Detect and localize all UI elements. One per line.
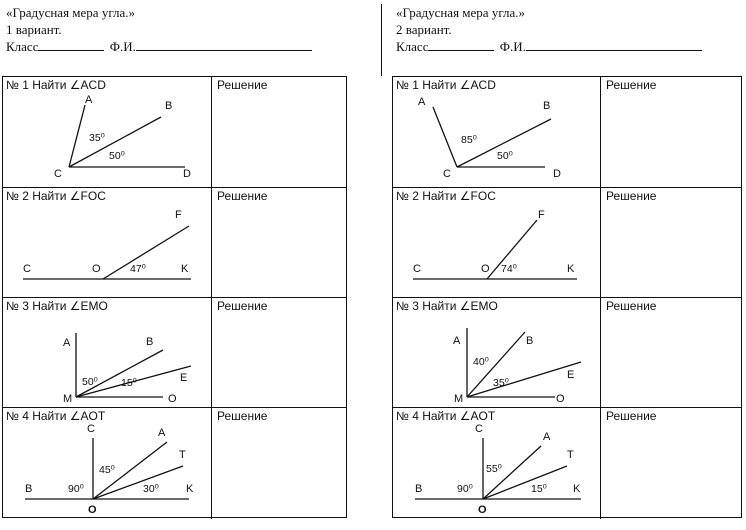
fio-field[interactable]	[526, 38, 702, 51]
class-field[interactable]	[38, 38, 104, 51]
class-fio-line	[6, 38, 312, 55]
task-row-1	[3, 77, 346, 187]
task-cell	[3, 298, 212, 407]
class-fio-line	[396, 38, 702, 55]
angle-label: 40⁰	[473, 356, 489, 368]
solution-label: Решение	[606, 409, 657, 423]
point-label-b: B	[25, 483, 33, 495]
header-left	[6, 4, 312, 55]
task-row-3	[393, 297, 741, 407]
task-cell	[393, 298, 601, 407]
point-label-k: K	[573, 483, 581, 495]
angle-figure	[393, 408, 601, 520]
angle-label: 47⁰	[130, 263, 146, 275]
point-label-a: A	[543, 431, 551, 443]
header-right	[396, 4, 702, 55]
angle-label: 50⁰	[82, 376, 98, 388]
task-cell	[3, 188, 212, 297]
task-title: № 3 Найти ∠EMO	[6, 299, 108, 313]
point-label-d: D	[553, 168, 561, 180]
point-label-o: O	[481, 263, 490, 275]
point-label-f: F	[175, 209, 182, 221]
class-label: Класс	[6, 39, 39, 54]
point-label-f: F	[538, 209, 545, 221]
point-label-c: C	[23, 263, 31, 275]
point-label-c: C	[87, 423, 95, 435]
solution-label: Решение	[217, 78, 268, 92]
ray-of	[103, 226, 189, 279]
solution-label: Решение	[217, 409, 268, 423]
task-title: № 2 Найти ∠FOC	[396, 189, 496, 203]
angle-label: 45⁰	[99, 464, 115, 476]
point-label-a: A	[158, 427, 166, 439]
variant-label: 1 вариант.	[6, 22, 62, 37]
variant-2-table	[392, 76, 742, 518]
task-title: № 3 Найти ∠EMO	[396, 299, 498, 313]
task-cell	[3, 408, 212, 519]
variant-label: 2 вариант.	[396, 22, 452, 37]
fio-label: Ф.И.	[109, 39, 136, 54]
task-cell	[393, 408, 601, 519]
class-label: Класс	[396, 39, 429, 54]
angle-figure	[393, 298, 601, 408]
point-label-o: O	[168, 393, 177, 405]
point-label-o: O	[556, 393, 565, 405]
task-cell	[3, 77, 212, 187]
angle-figure	[3, 188, 212, 298]
point-label-b: B	[543, 100, 551, 112]
point-label-c: C	[54, 168, 62, 180]
angle-label: 15⁰	[531, 483, 547, 495]
angle-label: 55⁰	[486, 463, 502, 475]
angle-label: 50⁰	[109, 150, 125, 162]
variant-1-table	[2, 76, 347, 518]
task-title: № 4 Найти ∠AOT	[396, 409, 496, 423]
angle-figure	[3, 408, 212, 520]
point-label-c: C	[475, 423, 483, 435]
task-cell	[393, 77, 601, 187]
fio-label: Ф.И.	[499, 39, 526, 54]
point-label-o: O	[92, 263, 101, 275]
point-label-t: T	[179, 449, 186, 461]
task-row-4	[393, 407, 741, 519]
point-label-k: K	[186, 483, 194, 495]
solution-label: Решение	[217, 189, 268, 203]
point-label-k: K	[181, 263, 189, 275]
worksheet-title: «Градусная мера угла.»	[6, 5, 136, 20]
worksheet-title: «Градусная мера угла.»	[396, 5, 526, 20]
angle-label: 90⁰	[457, 483, 473, 495]
column-divider	[381, 4, 382, 76]
angle-label: 74⁰	[501, 263, 517, 275]
ray-ca	[69, 105, 85, 167]
point-label-m: M	[63, 393, 73, 405]
solution-label: Решение	[606, 78, 657, 92]
task-title: № 2 Найти ∠FOC	[6, 189, 106, 203]
angle-figure	[393, 77, 601, 187]
task-row-3	[3, 297, 346, 407]
ray-mb	[76, 350, 163, 397]
task-title: № 1 Найти ∠ACD	[6, 78, 106, 92]
point-label-a: A	[85, 94, 93, 106]
point-label-b: B	[526, 335, 534, 347]
point-label-m: M	[454, 393, 464, 405]
solution-label: Решение	[606, 299, 657, 313]
point-label-k: K	[567, 263, 575, 275]
point-label-a: A	[418, 96, 426, 108]
class-field[interactable]	[428, 38, 494, 51]
task-title: № 1 Найти ∠ACD	[396, 78, 496, 92]
task-cell	[393, 188, 601, 297]
angle-label: 35⁰	[493, 377, 509, 389]
angle-label: 35⁰	[89, 132, 105, 144]
task-row-4	[3, 407, 346, 519]
fio-field[interactable]	[136, 38, 312, 51]
point-label-a: A	[453, 335, 461, 347]
task-row-2	[393, 187, 741, 297]
point-label-d: D	[183, 168, 191, 180]
solution-label: Решение	[606, 189, 657, 203]
angle-label: 50⁰	[497, 150, 513, 162]
task-row-1	[393, 77, 741, 187]
ray-ca	[433, 107, 457, 167]
point-label-e: E	[567, 369, 575, 381]
angle-figure	[393, 188, 601, 298]
angle-label: 90⁰	[68, 483, 84, 495]
point-label-c: C	[443, 168, 451, 180]
task-row-2	[3, 187, 346, 297]
point-label-b: B	[415, 483, 423, 495]
point-label-c: C	[413, 263, 421, 275]
point-label-a: A	[63, 337, 71, 349]
point-label-e: E	[180, 372, 188, 384]
angle-figure	[3, 77, 212, 187]
point-label-t: T	[567, 449, 574, 461]
solution-label: Решение	[217, 299, 268, 313]
angle-label: 30⁰	[143, 483, 159, 495]
point-label-o: O	[88, 504, 97, 516]
task-title: № 4 Найти ∠AOT	[6, 409, 106, 423]
point-label-b: B	[146, 336, 154, 348]
angle-figure	[3, 298, 212, 408]
point-label-o: O	[478, 504, 487, 516]
angle-label: 85⁰	[461, 134, 477, 146]
angle-label: 15⁰	[121, 377, 137, 389]
point-label-b: B	[165, 100, 173, 112]
